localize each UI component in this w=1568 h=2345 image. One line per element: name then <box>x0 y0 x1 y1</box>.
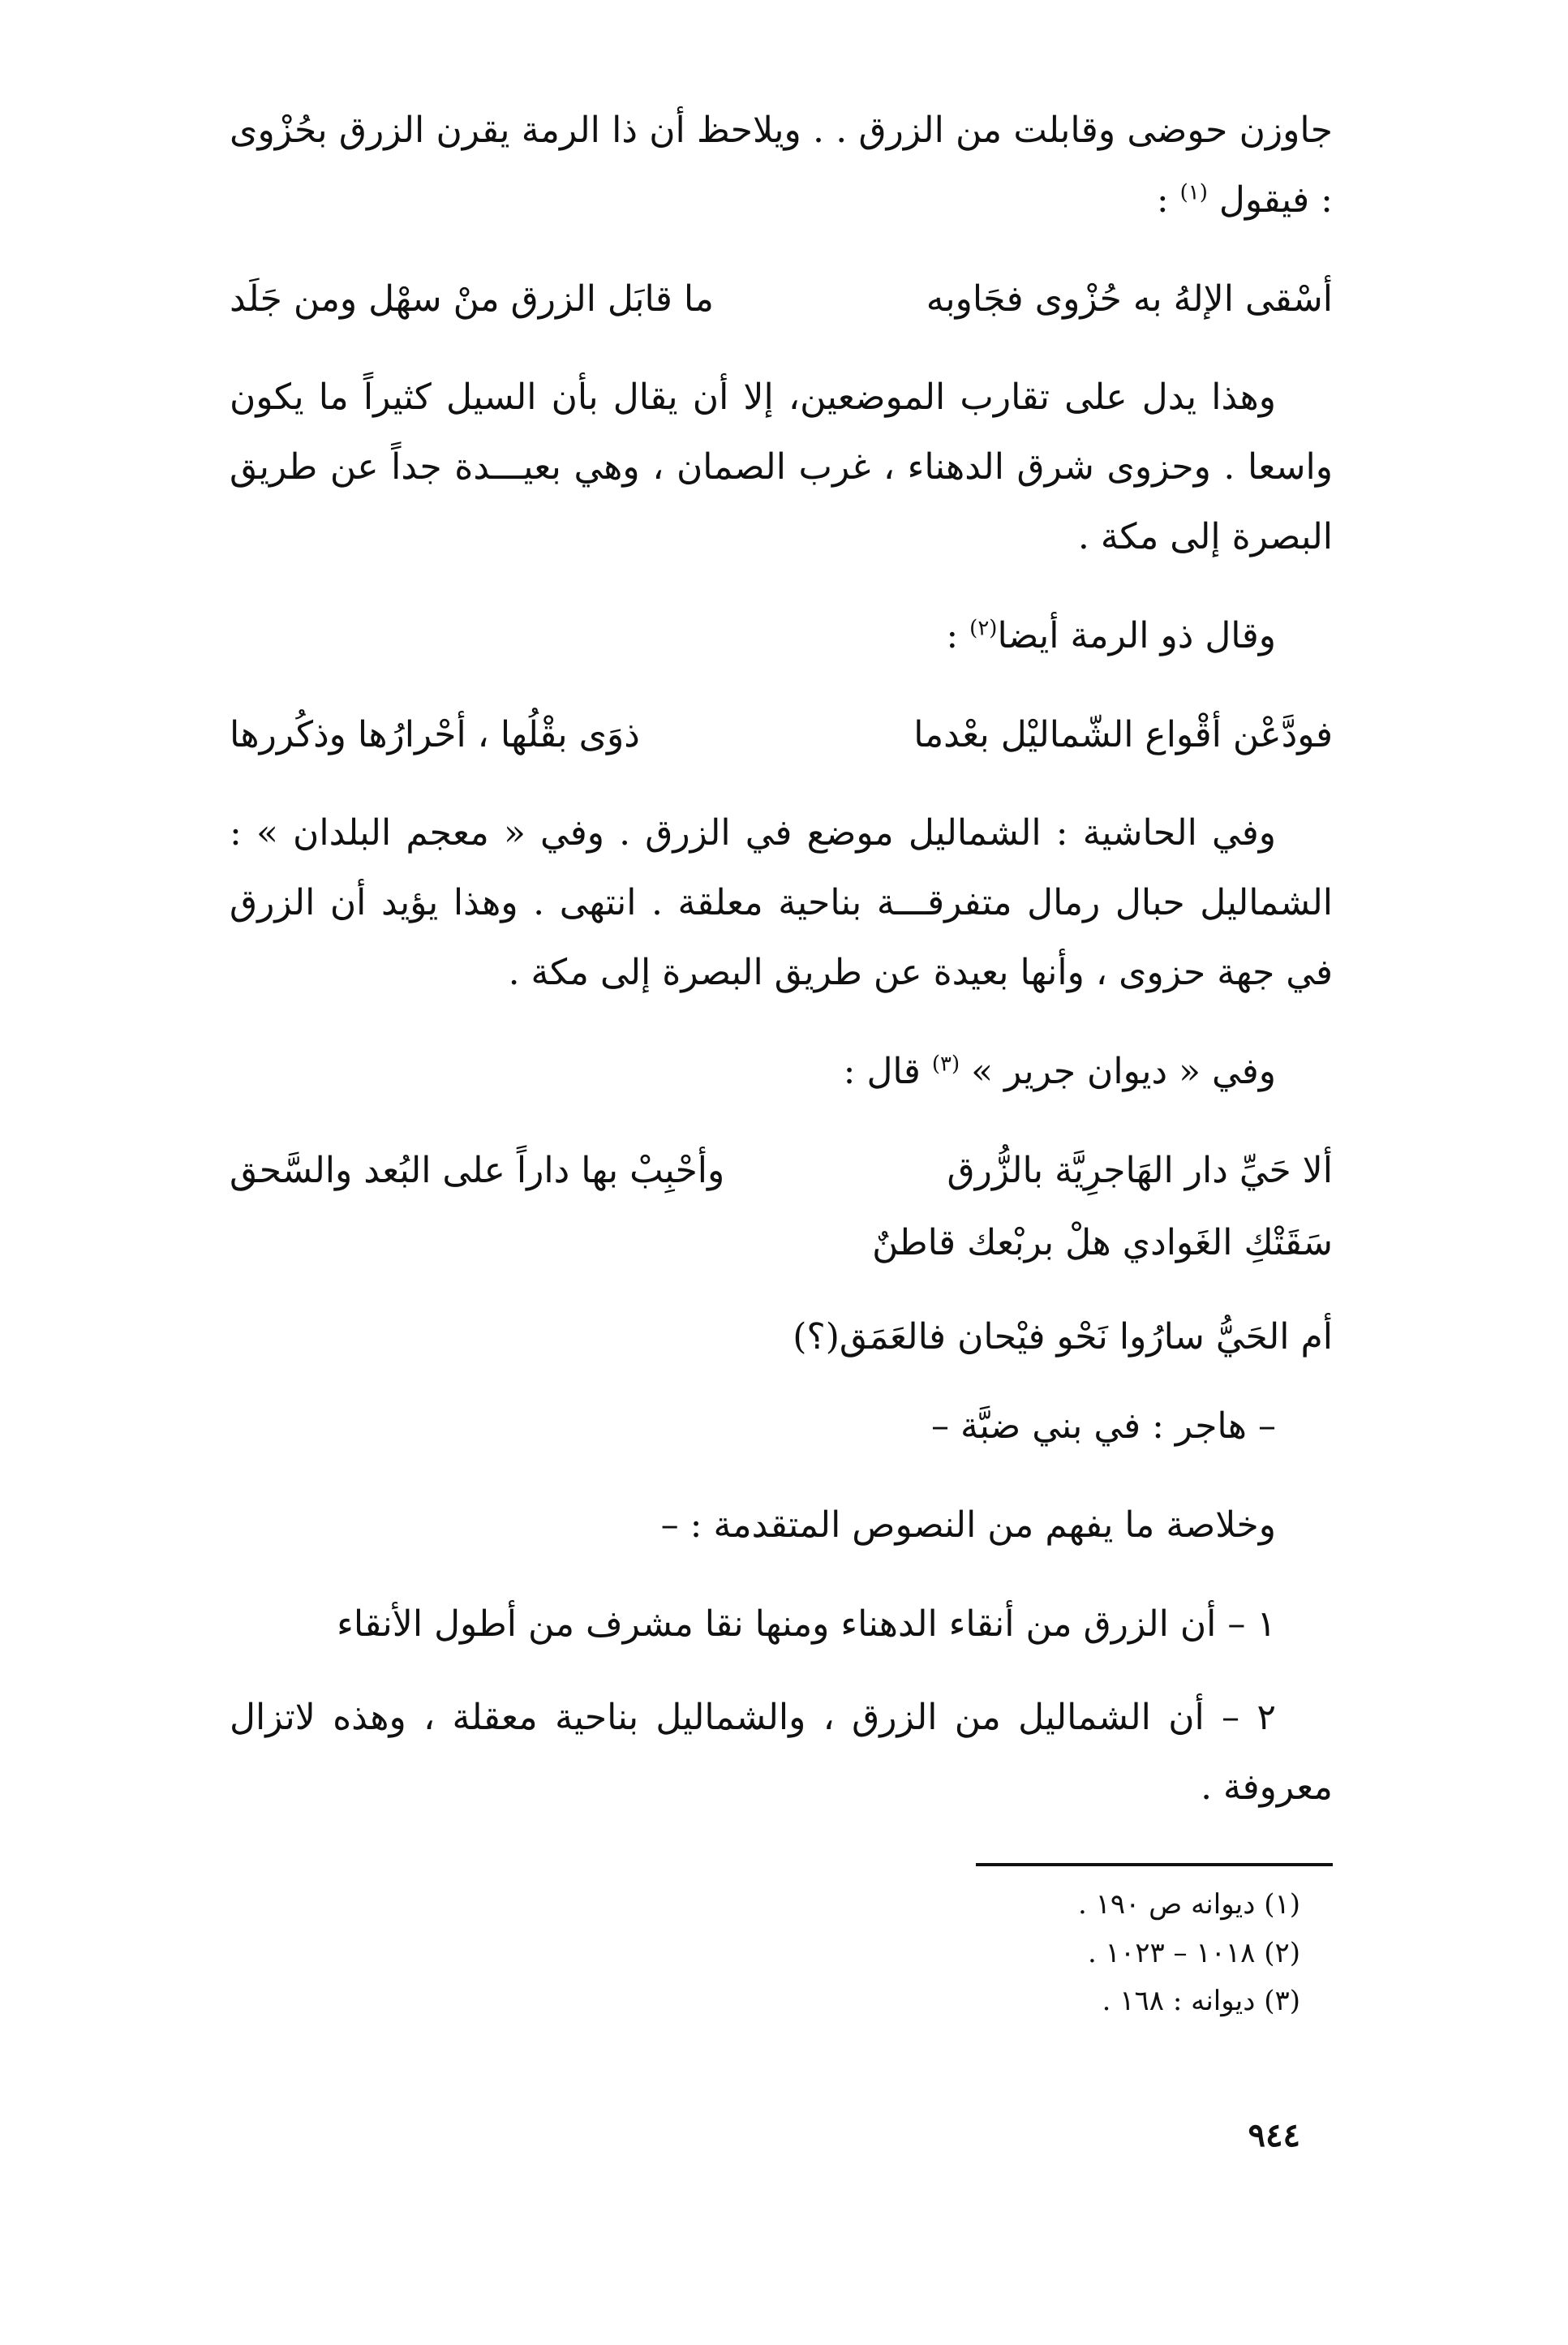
footnote-3: (٣) ديوانه : ١٦٨ . <box>1102 1985 1300 2017</box>
paragraph-3 <box>230 601 1333 671</box>
verse-1 <box>230 265 1333 334</box>
verse-1-second-hemistich: ما قابَل الزرق منْ سهْل ومن جَلَد <box>230 278 714 320</box>
paragraph-5 <box>230 1037 1333 1107</box>
footnote-ref-1: (١) <box>1179 180 1208 205</box>
paragraph-3-text: وقال ذو الرمة أيضا <box>997 614 1276 656</box>
verse-3-second-hemistich: وأحْبِبْ بها داراً على البُعد والسَّحق <box>230 1149 725 1191</box>
verse-1-first-hemistich: أسْقى الإلهُ به حُزْوى فجَاوبه <box>926 278 1333 320</box>
paragraph-3-end: : <box>946 614 970 656</box>
footnotes <box>651 1881 1300 2026</box>
paragraph-1-text: جاوزن حوضى وقابلت من الزرق . . ويلاحظ أن ذا الرمة يقرن الزرق بحُزْوى : فيقول <box>230 110 1333 221</box>
main-text <box>230 96 1333 1847</box>
paragraph-4: وفي الحاشية : الشماليل موضع في الزرق . وفي « معجم البلدان » : الشماليل حبال رمال متفرقـــة بناحية معلقة . انتهى . وهذا يؤيد أن الزرق في جهة حزوى ، وأنها بعيدة عن طريق البصرة إلى مكة . <box>230 812 1333 993</box>
footnote-ref-3: (٣) <box>931 1052 960 1077</box>
summary-item-2: ٢ – أن الشماليل من الزرق ، والشماليل بناحية معقلة ، وهذه لاتزال معروفة . <box>230 1697 1333 1809</box>
summary-item-1: ١ – أن الزرق من أنقاء الدهناء ومنها نقا مشرف من أطول الأنقاء <box>337 1603 1276 1645</box>
paragraph-1 <box>230 96 1333 235</box>
verse-4: أم الحَيُّ سارُوا نَحْو فيْحان فالعَمَق(؟) <box>793 1316 1333 1358</box>
footnote-1: (١) ديوانه ص ١٩٠ . <box>1077 1888 1300 1921</box>
verse-3-first-hemistich: ألا حَيِّ دار الهَاجرِيَّة بالزُّرق <box>947 1149 1333 1191</box>
verse-2 <box>230 700 1333 770</box>
paragraph-2: وهذا يدل على تقارب الموضعين، إلا أن يقال بأن السيل كثيراً ما يكون واسعا . وحزوى شرق الدهناء ، غرب الصمان ، وهي بعيـــدة جداً عن طريق البصرة إلى مكة . <box>230 376 1333 557</box>
verse-3-continuation: سَقَتْكِ الغَوادي هلْ بربْعك قاطنٌ <box>872 1222 1333 1264</box>
paragraph-5-text: وفي « ديوان جرير » <box>971 1050 1276 1092</box>
paragraph-5-end: قال : <box>843 1050 932 1092</box>
verse-3 <box>230 1136 1333 1206</box>
note-line-hajir: – هاجر : في بني ضبَّة – <box>931 1405 1276 1447</box>
verse-2-second-hemistich: ذوَى بقْلُها ، أحْرارُها وذكُررها <box>230 713 640 755</box>
footnote-2: (٢) ١٠١٨ – ١٠٢٣ . <box>1088 1936 1300 1969</box>
paragraph-1-end: : <box>1156 179 1180 221</box>
verse-2-first-hemistich: فودَّعْن أقْواع الشّماليْل بعْدما <box>913 713 1333 755</box>
footnote-ref-2: (٢) <box>969 616 998 641</box>
summary-intro: وخلاصة ما يفهم من النصوص المتقدمة : – <box>660 1504 1276 1546</box>
footnote-divider <box>976 1863 1333 1866</box>
page-number: ٩٤٤ <box>1248 2116 1300 2154</box>
